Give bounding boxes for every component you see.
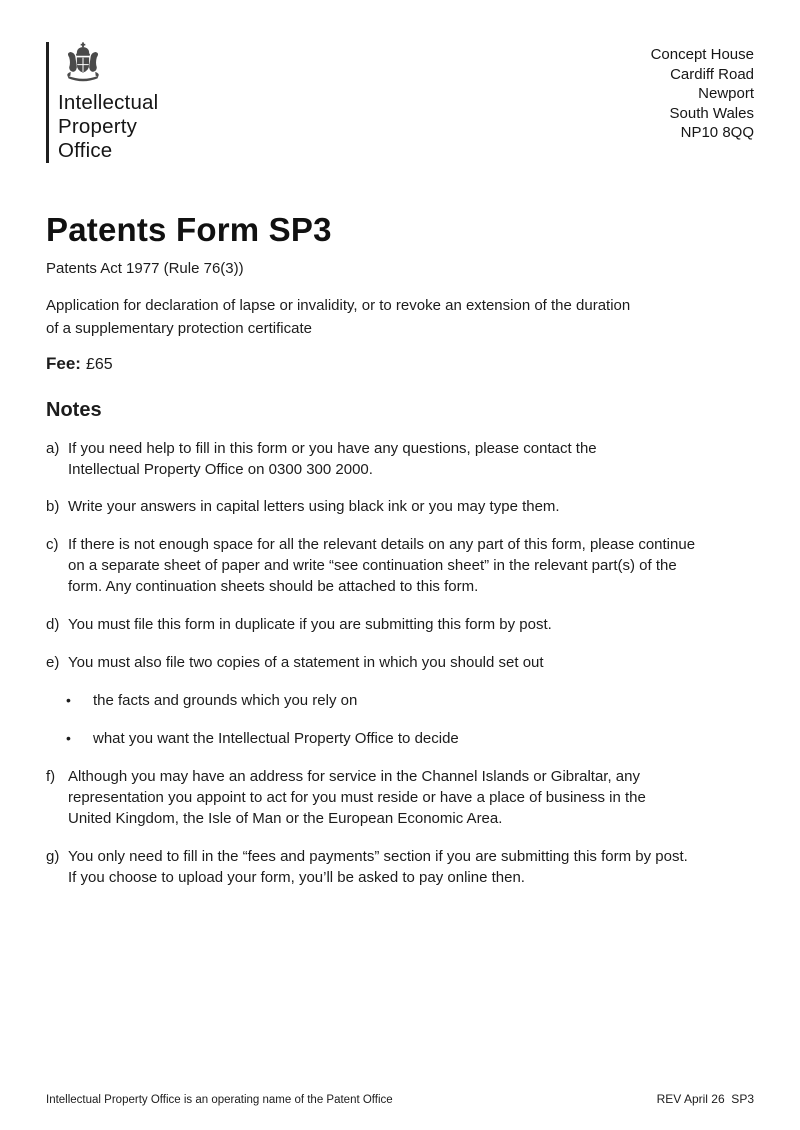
bullet-icon: •: [66, 692, 71, 708]
note-label: a): [46, 440, 60, 457]
note-text: If you need help to fill in this form or you have any questions, please contact the Intellectual Property Office on 0300 300 2000.: [68, 440, 597, 478]
fee-line: [46, 354, 754, 375]
footer-revision-label: REV April 26 SP3: [656, 1092, 754, 1106]
note-item-e: [46, 652, 754, 673]
form-title: Patents Form SP3: [46, 211, 332, 248]
note-item-b: [46, 496, 754, 517]
page-header: [0, 0, 800, 163]
note-text: Although you may have an address for service in the Channel Islands or Gibraltar, any representation you appoint to act for you must reside or have a place of business in the United Kingdom, the Isle of Man or the European Economic Area.: [68, 768, 646, 827]
note-text: Write your answers in capital letters using black ink or you may type them.: [68, 498, 560, 515]
bullet-item: [66, 690, 754, 711]
note-label: c): [46, 536, 59, 553]
bullet-item: [66, 728, 754, 749]
note-label: d): [46, 616, 60, 633]
note-item-d: [46, 614, 754, 635]
note-label: b): [46, 498, 60, 515]
form-description: Application for declaration of lapse or invalidity, or to revoke an extension of the duration of a supplementary protection certificate: [46, 297, 631, 337]
note-text: If there is not enough space for all the relevant details on any part of this form, please continue on a separate sheet of paper and write “see continuation sheet” in the relevant part(s) of the form. Any continuation sheets should be attached to this form.: [68, 536, 696, 595]
note-text: You must also file two copies of a statement in which you should set out: [68, 654, 544, 671]
page-footer: [46, 1092, 754, 1106]
fee-label: Fee:: [46, 354, 81, 373]
bullet-icon: •: [66, 730, 71, 746]
office-address: Concept House Cardiff Road Newport South Wales NP10 8QQ: [650, 46, 754, 141]
note-text: You only need to fill in the “fees and payments” section if you are submitting this form by post. If you choose to upload your form, you’ll be asked to pay online then.: [68, 848, 688, 886]
notes-heading: Notes: [46, 399, 102, 421]
note-item-f: [46, 766, 754, 829]
form-subtitle: Patents Act 1977 (Rule 76(3)): [46, 260, 244, 277]
note-label: f): [46, 768, 56, 785]
note-item-g: [46, 846, 754, 888]
bullet-text: the facts and grounds which you rely on: [93, 692, 358, 709]
form-content: [0, 211, 800, 888]
ipo-logo: [46, 42, 158, 163]
bullet-text: what you want the Intellectual Property Office to decide: [93, 730, 459, 747]
logo-wordmark: Intellectual Property Office: [58, 91, 159, 162]
royal-coat-of-arms-icon: [60, 42, 106, 88]
note-item-a: [46, 438, 754, 480]
fee-value: £65: [85, 356, 113, 373]
note-item-c: [46, 534, 754, 597]
note-text: You must file this form in duplicate if you are submitting this form by post.: [68, 616, 552, 633]
note-label: g): [46, 848, 60, 865]
footer-operating-name: Intellectual Property Office is an operating name of the Patent Office: [46, 1094, 393, 1106]
note-label: e): [46, 654, 60, 671]
